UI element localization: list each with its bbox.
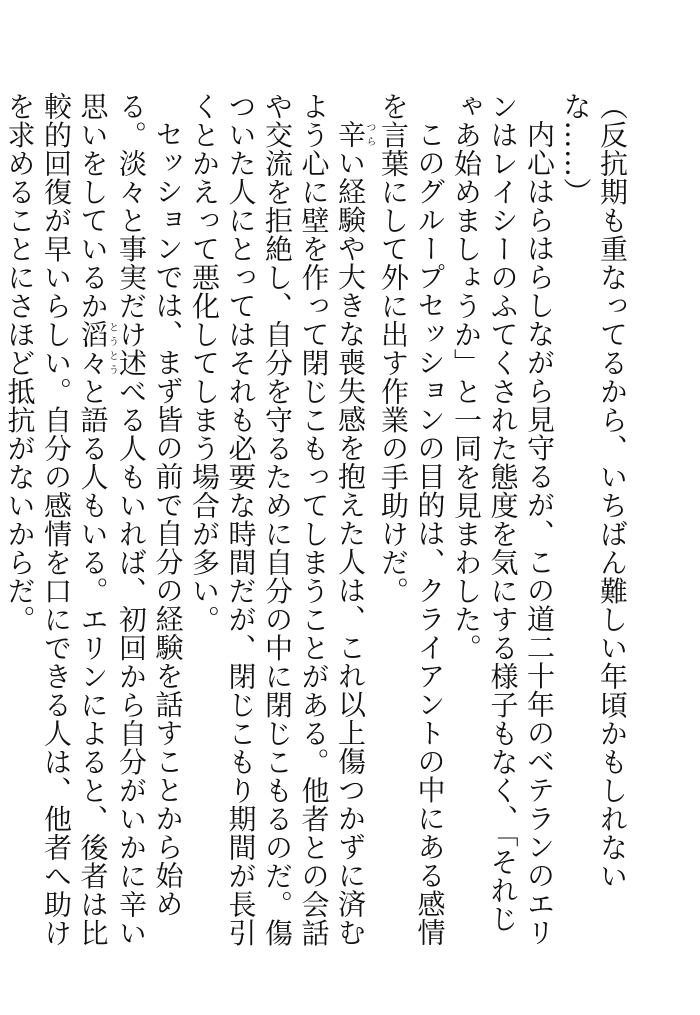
paragraph-1: （反抗期も重なってるから、いちばん難しい年頃かもしれないな……） <box>559 92 629 890</box>
paragraph-4-after: い経験や大きな喪失感を抱えた人は、これ以上傷つかずに済むよう心に壁を作って閉じこもってしまうことがある。他者との会話や交流を拒絶し、自分を守るために自分の中に閉じこもるのだ。傷ついた人にとってはそれも必要な時間だが、閉じこもり期間が長引くとかえって悪化してしまう場合が多い。 <box>188 92 367 947</box>
paragraph-4 <box>186 92 375 952</box>
vertical-text-body <box>3 92 630 952</box>
paragraph-6 <box>0 92 1 952</box>
paragraph-3: このグループセッションの目的は、クライアントの中にある感情を言葉にして外に出す作業の手助けだ。 <box>377 92 447 947</box>
paragraph-5-before: セッションでは、まず皆の前で自分の経験を話すことから始める。淡々と事実だけ述べる人もいれば、初回から自分がいかに辛い思いをしているか <box>76 92 185 947</box>
paragraph-5 <box>1 92 186 952</box>
ruby-toutou <box>76 320 118 377</box>
ruby-tsura <box>334 120 375 149</box>
paragraph-5-after: と語る人もいる。エリンによると、後者は比較的回復が早いらしい。自分の感情を口にできる人は、他者へ助けを求めることにさほど抵抗がないからだ。 <box>3 92 110 947</box>
ruby-tsura-reading: つら <box>364 120 375 149</box>
ruby-tsura-base: 辛 <box>334 120 367 149</box>
ruby-toutou-base: 滔々 <box>76 320 110 377</box>
paragraph-2: 内心はらはらしながら見守るが、この道二十年のベテランのエリンはレイシーのふてくされた態度を気にする様子もなく、「それじゃあ始めましょうか」と一同を見まわした。 <box>450 92 556 947</box>
ruby-toutou-reading: とうとう <box>106 320 118 377</box>
